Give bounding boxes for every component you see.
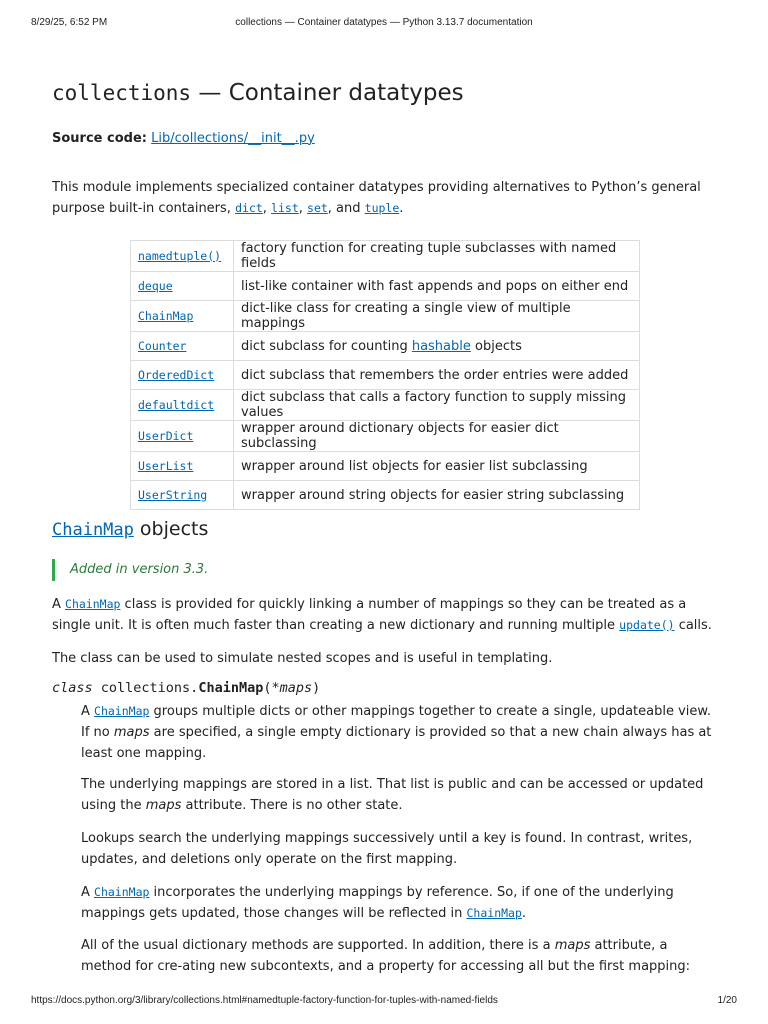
table-row xyxy=(131,332,640,361)
sig-paren: ) xyxy=(312,680,321,696)
link-userstring[interactable]: UserString xyxy=(138,487,208,502)
nested-scopes-paragraph: The class can be used to simulate nested scopes and is useful in templating. xyxy=(52,651,553,666)
link-ordereddict[interactable]: OrderedDict xyxy=(138,367,215,382)
link-deque[interactable]: deque xyxy=(138,278,173,293)
page-title-rest: — Container datatypes xyxy=(191,80,464,106)
link-tuple[interactable]: tuple xyxy=(364,201,400,215)
link-list[interactable]: list xyxy=(271,201,299,215)
table-cell-desc xyxy=(234,332,640,361)
intro-end: . xyxy=(399,201,404,216)
text: A xyxy=(52,597,66,612)
link-chainmap[interactable]: ChainMap xyxy=(94,704,150,718)
table-cell xyxy=(131,301,234,332)
class-signature xyxy=(52,680,320,696)
source-code-link[interactable]: Lib/collections/__init__.py xyxy=(151,131,315,146)
text: A xyxy=(81,704,95,719)
text: calls. xyxy=(674,618,712,633)
table-cell-desc: factory function for creating tuple subclasses with named fields xyxy=(234,241,640,272)
table-cell xyxy=(131,421,234,452)
intro-sep: , xyxy=(298,201,308,216)
sig-name: ChainMap xyxy=(198,680,264,696)
table-cell xyxy=(131,241,234,272)
print-page-title: collections — Container datatypes — Python 3.13.7 documentation xyxy=(235,17,533,28)
table-row xyxy=(131,272,640,301)
link-hashable[interactable]: hashable xyxy=(411,338,471,354)
link-chainmap[interactable]: ChainMap xyxy=(138,308,194,323)
link-chainmap[interactable]: ChainMap xyxy=(94,885,150,899)
table-cell-desc: wrapper around list objects for easier list subclassing xyxy=(234,452,640,481)
emphasis: maps xyxy=(554,938,591,953)
chainmap-intro-paragraph xyxy=(52,594,720,636)
table-cell xyxy=(131,390,234,421)
emphasis: maps xyxy=(145,798,182,813)
desc-text: dict subclass for counting xyxy=(241,338,412,354)
sig-paren: ( xyxy=(263,680,272,696)
link-dict[interactable]: dict xyxy=(235,201,263,215)
text: class is provided for quickly linking a number of mappings so they can be treated as a single unit. It is often much faster than creating a new dictionary and running multiple xyxy=(52,597,687,633)
version-added-note: Added in version 3.3. xyxy=(52,559,208,581)
intro-text: This module implements specialized container datatypes providing alternatives to Python’s general purpose built-in containers, xyxy=(52,180,701,216)
table-row xyxy=(131,452,640,481)
table-cell-desc: dict subclass that remembers the order entries were added xyxy=(234,361,640,390)
link-userlist[interactable]: UserList xyxy=(138,458,194,473)
print-datetime: 8/29/25, 6:52 PM xyxy=(31,17,108,28)
link-chainmap[interactable]: ChainMap xyxy=(466,906,522,920)
table-cell xyxy=(131,481,234,510)
intro-paragraph xyxy=(52,177,720,219)
table-row xyxy=(131,361,640,390)
link-defaultdict[interactable]: defaultdict xyxy=(138,397,215,412)
source-code-label: Source code: xyxy=(52,131,147,146)
table-cell-desc: dict subclass that calls a factory function to supply missing values xyxy=(234,390,640,421)
table-cell xyxy=(131,361,234,390)
section-heading xyxy=(52,518,208,540)
table-cell xyxy=(131,332,234,361)
text: are specified, a single empty dictionary is provided so that a new chain always has at least one mapping. xyxy=(81,725,712,761)
link-namedtuple[interactable]: namedtuple() xyxy=(138,248,222,263)
module-name: collections xyxy=(52,81,192,105)
intro-sep: , xyxy=(262,201,272,216)
text: A xyxy=(81,885,95,900)
section-heading-link[interactable]: ChainMap xyxy=(52,520,134,540)
page-title xyxy=(52,80,464,106)
desc-text: objects xyxy=(470,338,522,354)
print-page-number: 1/20 xyxy=(717,995,737,1006)
desc-paragraph xyxy=(81,701,721,764)
desc-paragraph xyxy=(81,774,721,816)
table-row xyxy=(131,421,640,452)
text: attribute, a method for cre-ating new subcontexts, and a property for accessing all but the first mapping: xyxy=(81,938,691,974)
table-cell-desc: wrapper around string objects for easier string subclassing xyxy=(234,481,640,510)
emphasis: maps xyxy=(113,725,150,740)
text: All of the usual dictionary methods are supported. In addition, there is a xyxy=(81,938,555,953)
desc-paragraph: Lookups search the underlying mappings successively until a key is found. In contrast, writes, updates, and deletions only operate on the first mapping. xyxy=(81,831,693,867)
link-counter[interactable]: Counter xyxy=(138,338,187,353)
summary-table xyxy=(130,240,640,510)
text: incorporates the underlying mappings by reference. So, if one of the underlying mappings gets updated, those changes will be reflected in xyxy=(81,885,674,921)
table-cell-desc: wrapper around dictionary objects for easier dict subclassing xyxy=(234,421,640,452)
table-row xyxy=(131,481,640,510)
link-update[interactable]: update() xyxy=(619,618,675,632)
text: . xyxy=(521,906,527,921)
table-row xyxy=(131,241,640,272)
table-cell xyxy=(131,452,234,481)
desc-paragraph xyxy=(81,882,721,924)
text: attribute. There is no other state. xyxy=(181,798,403,813)
intro-sep: , and xyxy=(327,201,365,216)
table-row xyxy=(131,390,640,421)
link-chainmap[interactable]: ChainMap xyxy=(65,597,121,611)
sig-keyword: class xyxy=(52,680,93,696)
table-row xyxy=(131,301,640,332)
source-code-line xyxy=(52,131,315,146)
link-userdict[interactable]: UserDict xyxy=(138,428,194,443)
desc-paragraph xyxy=(81,935,721,977)
sig-param: *maps xyxy=(271,680,313,696)
link-set[interactable]: set xyxy=(307,201,328,215)
table-cell xyxy=(131,272,234,301)
section-heading-rest: objects xyxy=(133,518,209,540)
print-url: https://docs.python.org/3/library/collections.html#namedtuple-factory-function-for-tuples-with-named-fields xyxy=(31,995,498,1006)
text: groups multiple dicts or other mappings together to create a single, updateable view. If no xyxy=(81,704,711,740)
table-cell-desc: list-like container with fast appends and pops on either end xyxy=(234,272,640,301)
text: The underlying mappings are stored in a list. That list is public and can be accessed or updated using the xyxy=(81,777,704,813)
sig-module: collections. xyxy=(100,680,199,696)
table-cell-desc: dict-like class for creating a single view of multiple mappings xyxy=(234,301,640,332)
